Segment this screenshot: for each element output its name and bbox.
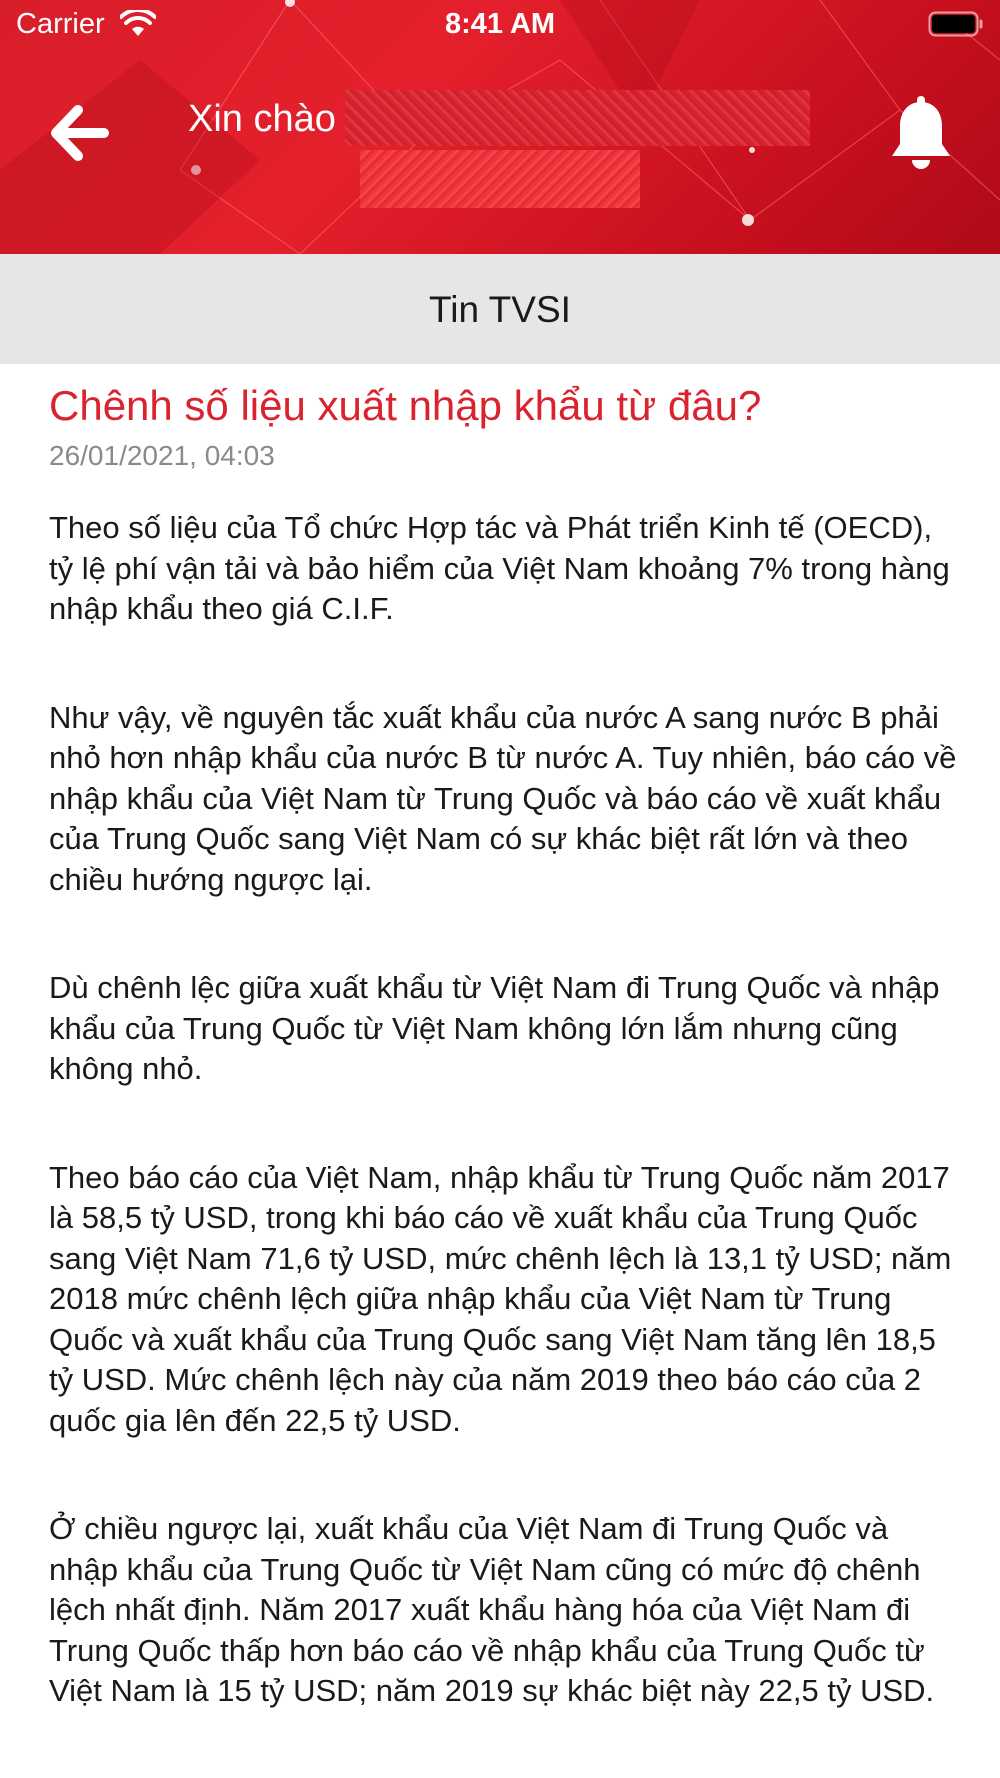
section-header [0, 254, 1000, 364]
status-bar [0, 0, 1000, 50]
article-date: 26/01/2021, 04:03 [49, 440, 275, 471]
status-time: 8:41 AM [444, 8, 556, 40]
greeting-label: Xin chào [188, 98, 336, 140]
article-paragraph: Ở chiều ngược lại, xuất khẩu của Việt Nam đi Trung Quốc và nhập khẩu của Trung Quốc từ Việt Nam cũng có mức độ chênh lệch nhất định. Năm 2017 xuất khẩu hàng hóa của Việt Nam đi Trung Quốc thấp hơn báo cáo về nhập khẩu của Trung Quốc từ Việt Nam là 15 tỷ USD; năm 2019 sự khác biệt này 22,5 tỷ USD. [49, 1511, 935, 1708]
article [49, 380, 959, 1712]
article-paragraph: Theo số liệu của Tổ chức Hợp tác và Phát triển Kinh tế (OECD), tỷ lệ phí vận tải và bảo hiểm của Việt Nam khoảng 7% trong hàng nhập khẩu theo giá C.I.F. [49, 510, 950, 626]
back-arrow-icon[interactable] [44, 98, 114, 168]
redacted-account-number [360, 150, 640, 208]
header [0, 0, 1000, 254]
section-title: Tin TVSI [429, 289, 571, 330]
article-paragraph: Theo báo cáo của Việt Nam, nhập khẩu từ Trung Quốc năm 2017 là 58,5 tỷ USD, trong khi báo cáo về xuất khẩu của Trung Quốc sang Việt Nam 71,6 tỷ USD, mức chênh lệch là 13,1 tỷ USD; năm 2018 mức chênh lệch giữa nhập khẩu của Việt Nam từ Trung Quốc và xuất khẩu của Trung Quốc sang Việt Nam tăng lên 18,5 tỷ USD. Mức chênh lệch này của năm 2019 theo báo cáo của 2 quốc gia lên đến 22,5 tỷ USD. [49, 1159, 952, 1438]
carrier-label: Carrier [16, 8, 105, 40]
article-title: Chênh số liệu xuất nhập khẩu từ đâu? [49, 382, 762, 429]
redacted-user-name [345, 90, 810, 146]
article-paragraph: Như vậy, về nguyên tắc xuất khẩu của nước A sang nước B phải nhỏ hơn nhập khẩu của nước B từ nước A. Tuy nhiên, báo cáo về nhập khẩu của Việt Nam từ Trung Quốc và báo cáo về xuất khẩu của Trung Quốc sang Việt Nam có sự khác biệt rất lớn và theo chiều hướng ngược lại. [49, 699, 957, 897]
bell-icon[interactable] [886, 96, 956, 172]
article-paragraph: Dù chênh lệc giữa xuất khẩu từ Việt Nam đi Trung Quốc và nhập khẩu của Trung Quốc từ Việt Nam không lớn lắm nhưng cũng không nhỏ. [49, 970, 940, 1086]
battery-icon [928, 11, 984, 37]
